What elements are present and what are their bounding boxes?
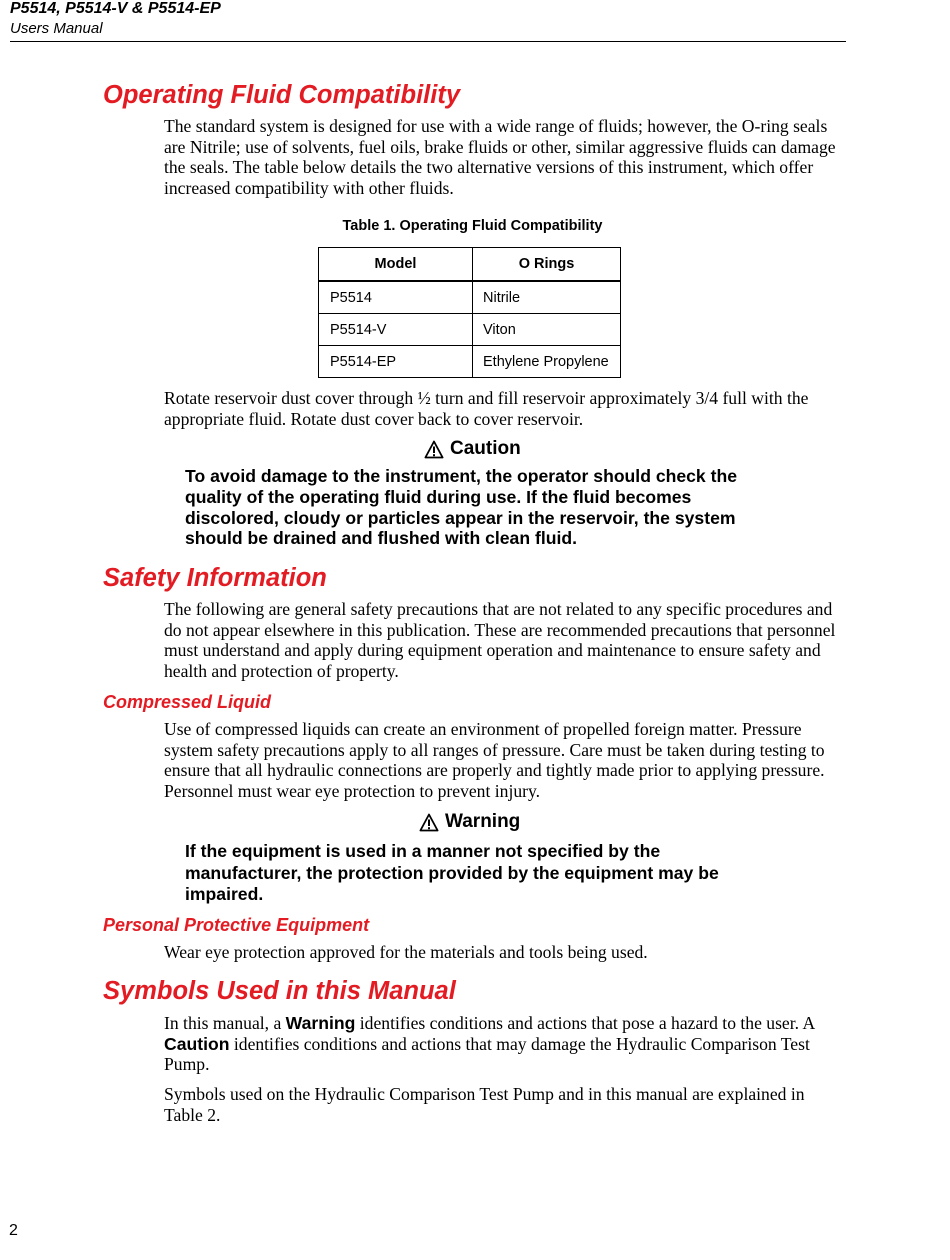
- heading-compressed-liquid: Compressed Liquid: [103, 692, 272, 712]
- paragraph-reservoir: Rotate reservoir dust cover through ½ turn and fill reservoir approximately 3/4 full with the appropriate fluid. Rotate dust cover back to cover reservoir.: [164, 388, 809, 429]
- caution-label: Caution: [450, 438, 521, 459]
- caution-text: To avoid damage to the instrument, the operator should check the quality of the operating fluid during use. If the fluid becomes discolored, cloudy or particles appear in the reservoir, the system should be drained and flushed with clean fluid.: [185, 466, 737, 549]
- paragraph-ppe: Wear eye protection approved for the materials and tools being used.: [164, 942, 648, 962]
- symbols-text-part: identifies conditions and actions that may damage the Hydraulic Comparison Test Pump.: [164, 1033, 810, 1075]
- table-cell-o-ring: Nitrile: [473, 281, 621, 314]
- paragraph-compressed-liquid: Use of compressed liquids can create an environment of propelled foreign matter. Pressure system safety precautions apply to all ranges of pressure. Care must be taken during testing to ensure that all hydraulic connections are properly and tightly made prior to applying pressure. Personnel must wear eye protection to prevent injury.: [164, 719, 825, 801]
- running-header-subtitle: Users Manual: [10, 20, 103, 37]
- running-header-title: P5514, P5514-V & P5514-EP: [10, 0, 221, 17]
- table-cell-model: P5514-V: [319, 314, 473, 346]
- table-row: [319, 281, 621, 314]
- table-header-row: [319, 248, 621, 282]
- caution-heading: [424, 438, 521, 460]
- warning-label: Warning: [445, 811, 521, 832]
- heading-operating-fluid: Operating Fluid Compatibility: [103, 81, 460, 109]
- table-header-model: Model: [319, 248, 473, 282]
- warning-triangle-icon: [424, 440, 444, 459]
- paragraph-safety: The following are general safety precautions that are not related to any specific procedures and do not appear elsewhere in this publication. These are recommended precautions that personnel must understand and apply during equipment operation and maintenance to ensure safety and health and protection of property.: [164, 599, 836, 681]
- warning-triangle-icon: [419, 813, 439, 832]
- table-cell-o-ring: Viton: [473, 314, 621, 346]
- page-number: 2: [9, 1222, 18, 1239]
- table-row: [319, 314, 621, 346]
- heading-safety-information: Safety Information: [103, 564, 327, 592]
- symbols-text-part: In this manual, a: [164, 1013, 286, 1033]
- table-row: [319, 346, 621, 378]
- heading-ppe: Personal Protective Equipment: [103, 915, 370, 935]
- paragraph-symbols-intro: [164, 1013, 844, 1075]
- table-caption: Table 1. Operating Fluid Compatibility: [342, 218, 603, 234]
- table-cell-o-ring: Ethylene Propylene: [473, 346, 621, 378]
- table-cell-model: P5514: [319, 281, 473, 314]
- warning-text: If the equipment is used in a manner not specified by the manufacturer, the protection provided by the equipment may be impaired.: [185, 841, 719, 904]
- symbols-text-part: identifies conditions and actions that pose a hazard to the user. A: [355, 1013, 815, 1033]
- keyword-warning: Warning: [285, 1013, 356, 1033]
- table-header-o-rings: O Rings: [473, 248, 621, 282]
- keyword-caution: Caution: [164, 1033, 230, 1054]
- warning-heading: [419, 811, 520, 833]
- paragraph-symbols-table-ref: Symbols used on the Hydraulic Comparison Test Pump and in this manual are explained in Table 2.: [164, 1084, 805, 1125]
- paragraph-fluid-intro: The standard system is designed for use with a wide range of fluids; however, the O-ring seals are Nitrile; use of solvents, fuel oils, brake fluids or other, similar aggressive fluids can damage the seals. The table below details the two alternative versions of this instrument, which offer increased compatibility with other fluids.: [164, 116, 836, 198]
- heading-symbols: Symbols Used in this Manual: [103, 977, 456, 1005]
- table-cell-model: P5514-EP: [319, 346, 473, 378]
- fluid-compatibility-table: [318, 247, 621, 378]
- header-rule: [10, 41, 846, 42]
